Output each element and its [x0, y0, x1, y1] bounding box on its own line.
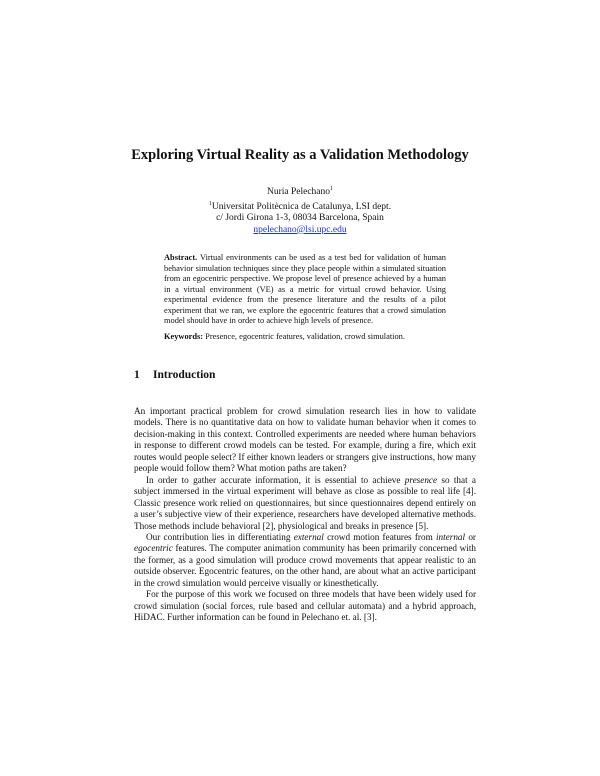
paragraph-1: An important practical problem for crowd simulation research lies in how to validate models. There is no quantitative data on how to validate human behavior when it comes to decision-making in this context. Controlled experiments are needed where human behaviors in response to different crowd models can be tested. For example, during a fire, which exit routes would people select? If either known leaders or strangers give instructions, how many people would follow them? What motion paths are taken? — [134, 406, 476, 474]
paragraph-3-emphasis-external: external — [293, 531, 324, 542]
abstract-label: Abstract. — [164, 253, 198, 262]
abstract — [164, 253, 446, 327]
affiliation: Universitat Politècnica de Catalunya, LSI dept. — [211, 201, 392, 212]
address: c/ Jordi Girona 1-3, 08034 Barcelona, Spain — [216, 213, 384, 224]
paper-title: Exploring Virtual Reality as a Validation Methodology — [131, 147, 469, 163]
paragraph-4: For the purpose of this work we focused on three models that have been widely used for crowd simulation (social forces, rule based and cellular automata) and a hybrid approach, HiDAC. Further information can be found in Pelechano et. al. [3]. — [134, 589, 476, 623]
keywords-label: Keywords: — [164, 332, 204, 341]
paragraph-3-emphasis-internal: internal — [435, 531, 466, 542]
paragraph-3 — [134, 532, 476, 589]
paragraph-3-text-b: crowd motion features from — [323, 531, 436, 542]
paragraph-3-text-d: features. The computer animation community has been primarily concerned with the former, as a good simulation will produce crowd movements that appear realistic to an outside observer. Egocentric features, on the other hand, are about what an active participant in the crowd simulation would perceive visually or kinesthetically. — [134, 543, 476, 588]
author-email-link[interactable]: npelechano@lsi.upc.edu — [253, 224, 347, 235]
paragraph-2 — [134, 475, 476, 532]
section-number: 1 — [134, 369, 140, 381]
paragraph-2-emphasis: presence — [404, 474, 438, 485]
author-name-line — [0, 184, 600, 199]
section-heading — [134, 369, 215, 381]
keywords — [164, 332, 446, 343]
paragraph-2-text-b: so that a subject immersed in the virtual experiment will behave as close as possible to real life [4]. Classic presence work relied on questionnaires, but since questionnaires depend entirely on a user’s subjective view of their experience, researchers have developed alternative methods. Those methods include behavioral [2], physiological and breaks in presence [5]. — [134, 474, 476, 531]
section-body — [134, 406, 476, 624]
paragraph-3-text-c: or — [465, 531, 476, 542]
keywords-text: Presence, egocentric features, validation, crowd simulation. — [205, 332, 405, 341]
author-superscript: 1 — [330, 186, 334, 192]
paragraph-2-text-a: In order to gather accurate information, it is essential to achieve — [146, 474, 405, 485]
abstract-text: Virtual environments can be used as a test bed for validation of human behavior simulation techniques since they place people within a simulated situation from an egocentric perspective. We propose level of presence achieved by a human in a virtual environment (VE) as a metric for virtual crowd behavior. Using experimental evidence from the presence literature and the results of a pilot experiment that we ran, we explore the egocentric features that a crowd simulation model should have in order to achieve high levels of presence. — [164, 253, 446, 325]
section-title: Introduction — [153, 369, 216, 381]
author-name: Nuria Pelechano — [266, 187, 331, 198]
affiliation-line — [0, 199, 600, 214]
paragraph-3-emphasis-egocentric: egocentric — [134, 543, 173, 554]
paragraph-3-text-a: Our contribution lies in differentiating — [146, 531, 294, 542]
affiliation-superscript: 1 — [208, 200, 212, 207]
author-block — [0, 184, 600, 236]
